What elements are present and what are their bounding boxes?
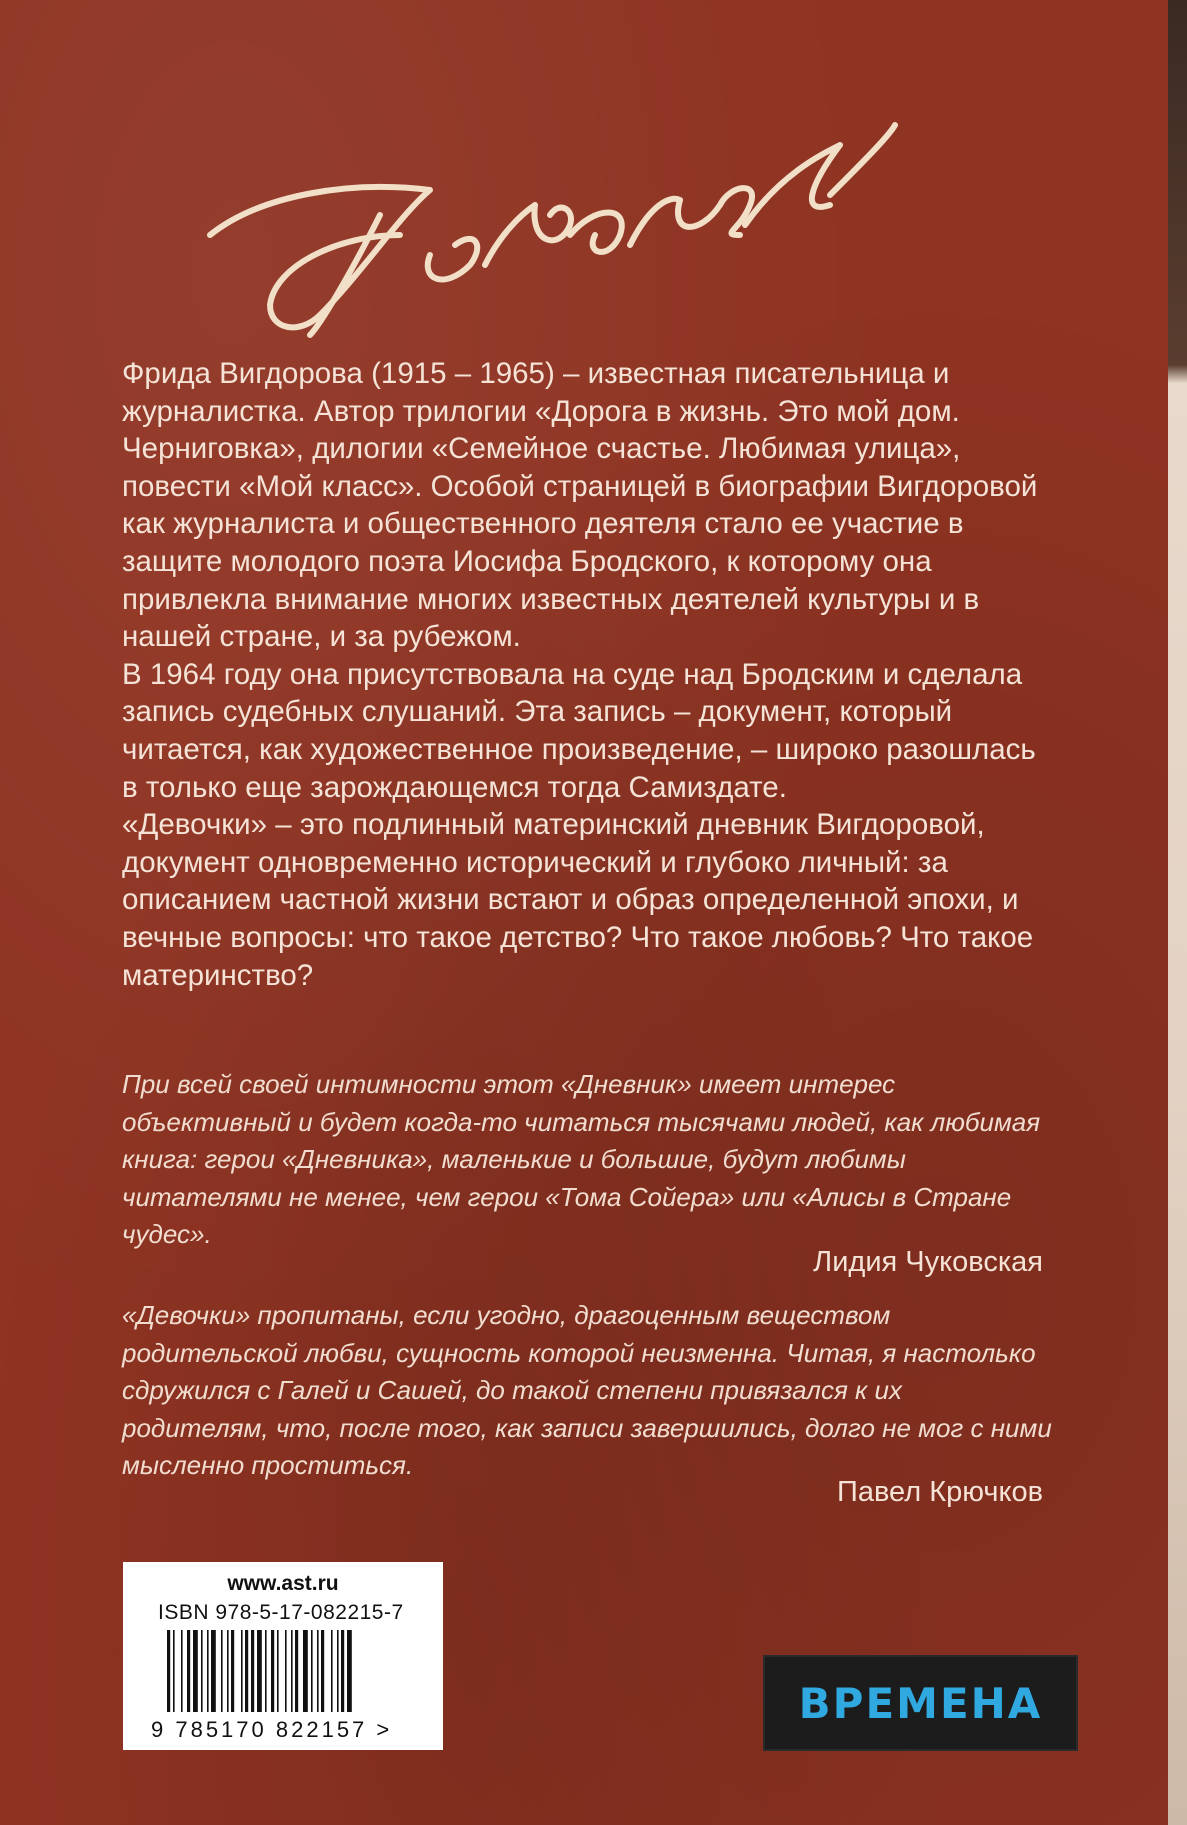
barcode-stripe	[341, 1630, 344, 1712]
barcode-stripe	[211, 1630, 216, 1712]
barcode-stripe	[241, 1630, 243, 1712]
quote-text: При всей своей интимности этот «Дневник» имеет интерес объективный и будет когда-то читаться тысячами людей, как любимая книга: герои «Дневника», маленькие и большие, будут любимы читателями не менее, чем герои «Тома Сойера» или «Алисы в Стране чудес».	[122, 1069, 1041, 1249]
description-text	[122, 355, 1042, 994]
barcode-stripe	[291, 1630, 293, 1712]
barcode-stripe	[221, 1630, 223, 1712]
barcode-stripe	[193, 1630, 198, 1712]
barcode-stripe	[295, 1630, 298, 1712]
barcode-stripe	[303, 1630, 308, 1712]
barcode-bars	[167, 1630, 407, 1715]
barcode-stripe	[251, 1630, 254, 1712]
barcode-stripe	[207, 1630, 209, 1712]
title-handwritten-logo	[200, 85, 900, 345]
barcode-stripe	[271, 1630, 274, 1712]
barcode-stripe	[277, 1630, 279, 1712]
description-paragraph: Фрида Вигдорова (1915 – 1965) – известная писательница и журналистка. Автор трилогии «Дорога в жизнь. Это мой дом. Черниговка», дилогии «Семейное счастье. Любимая улица», повести «Мой класс». Особой страницей в биографии Вигдоровой как журналиста и общественного деятеля стало ее участие в защите молодого поэта Иосифа Бродского, к которому она привлекла внимание многих известных деятелей культуры и в нашей стране, и за рубежом.	[122, 357, 1038, 654]
barcode-stripe	[331, 1630, 333, 1712]
barcode-stripe	[181, 1630, 183, 1712]
quote-author: Павел Крючков	[837, 1476, 1043, 1508]
barcode-stripe	[321, 1630, 324, 1712]
publisher-site: www.ast.ru	[227, 1572, 339, 1595]
barcode-stripe	[285, 1630, 287, 1712]
barcode-stripe	[245, 1630, 248, 1712]
barcode-stripe	[257, 1630, 262, 1712]
publisher-logo	[763, 1655, 1078, 1751]
description-paragraph: «Девочки» – это подлинный материнский дневник Вигдоровой, документ одновременно исторический и глубоко личный: за описанием частной жизни встают и образ определенной эпохи, и вечные вопросы: что такое детство? Что такое любовь? Что такое материнство?	[122, 808, 1034, 992]
barcode-digits: 9 785170 822157 >	[151, 1717, 393, 1742]
isbn-number: ISBN 978-5-17-082215-7	[158, 1601, 404, 1624]
quote-chukovskaya	[122, 1066, 1052, 1254]
quote-author: Лидия Чуковская	[813, 1246, 1043, 1278]
book-spine-edge	[1168, 0, 1187, 1825]
barcode-stripe	[317, 1630, 319, 1712]
barcode-stripe	[173, 1630, 175, 1712]
quote-text: «Девочки» пропитаны, если угодно, драгоценным веществом родительской любви, сущность которой неизменна. Читая, я настолько сдружился с Галей и Сашей, до такой степени привязался к их родителям, что, после того, как записи завершились, долго не мог с ними мысленно проститься.	[122, 1300, 1052, 1480]
barcode-stripe	[347, 1630, 352, 1712]
barcode-panel	[123, 1562, 443, 1750]
barcode-stripe	[227, 1630, 229, 1712]
description-paragraph: В 1964 году она присутствовала на суде над Бродским и сделала запись судебных слушаний. Эта запись – документ, который читается, как художественное произведение, – широко разошлась в только еще зарождающемся тогда Самиздате.	[122, 657, 1036, 804]
barcode-stripe	[337, 1630, 339, 1712]
publisher-logo-text: ВРЕМЕНА	[798, 1678, 1043, 1728]
barcode-stripe	[265, 1630, 267, 1712]
barcode-stripe	[201, 1630, 203, 1712]
quote-kryuchkov	[122, 1297, 1052, 1485]
barcode-stripe	[167, 1630, 170, 1712]
barcode-stripe	[187, 1630, 190, 1712]
barcode-stripe	[311, 1630, 313, 1712]
barcode-stripe	[231, 1630, 234, 1712]
